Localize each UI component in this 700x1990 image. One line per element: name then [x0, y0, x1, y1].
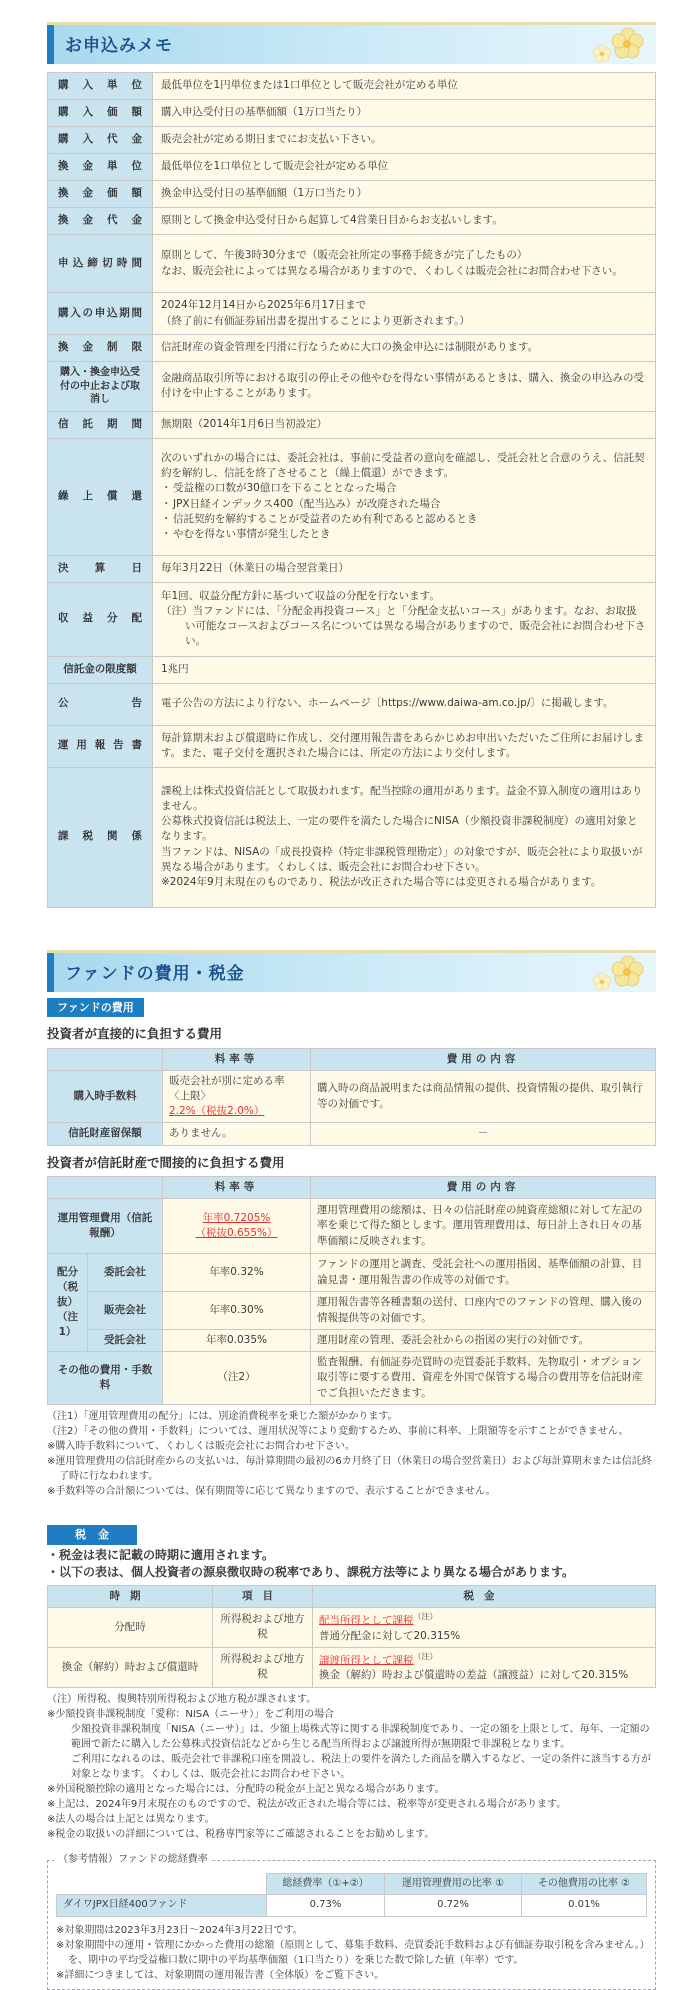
tax-item: 所得税および地方税 [213, 1647, 313, 1687]
table-row [48, 235, 656, 293]
tax-table [47, 1585, 656, 1688]
tax-notes [47, 1692, 656, 1842]
other-fee-rate: （注2） [163, 1352, 311, 1405]
retention-rate: ありません。 [163, 1123, 311, 1145]
table-row [48, 181, 656, 208]
table-row [48, 335, 656, 362]
row-value: 毎年3月22日（休業日の場合翌営業日） [153, 555, 656, 582]
row-label: 信託期間 [48, 411, 153, 438]
col-rate: 料率等 [163, 1048, 311, 1070]
tax-time: 分配時 [48, 1607, 213, 1647]
note: ※税金の取扱いの詳細については、税務専門家等にご確認されることをお勧めします。 [47, 1828, 435, 1840]
col-time: 時期 [48, 1585, 213, 1607]
row-value: 販売会社が定める期日までにお支払い下さい。 [153, 127, 656, 154]
tax-note: ※2024年9月末現在のものであり、税法が改正された場合等には変更される場合があります。 [161, 876, 602, 889]
other-fee-content: 監査報酬、有価証券売買時の売買委託手数料、先物取引・オプション取引等に要する費用、資産を外国で保管する場合の費用等を信託財産でご負担いただきます。 [311, 1352, 656, 1405]
reference-table [56, 1873, 647, 1917]
row-value: 毎計算期末および償還時に作成し、交付運用報告書をあらかじめお申出いただいたご住所にお届けします。また、電子交付を選択された場合には、所定の方法により交付します。 [153, 725, 656, 767]
redemption-list [161, 481, 647, 542]
note: （注）所得税、復興特別所得税および地方税が課されます。 [47, 1693, 317, 1705]
alloc-content: 運用報告書等各種書類の送付、口座内でのファンドの管理、購入後の情報提供等の対価です。 [311, 1292, 656, 1330]
col-tax: 税金 [313, 1585, 656, 1607]
table-row [48, 683, 656, 725]
table-row [48, 767, 656, 907]
tax-tag: 税金 [47, 1525, 137, 1545]
direct-heading: 投資者が直接的に負担する費用 [47, 1026, 223, 1042]
total-ratio: 0.73% [267, 1895, 385, 1917]
table-row [48, 1647, 656, 1687]
alloc-rate: 年率0.30% [163, 1292, 311, 1330]
memo-table [47, 72, 656, 908]
table-header-row [48, 1048, 656, 1070]
alloc-rate: 年率0.035% [163, 1330, 311, 1352]
row-label: 決算日 [48, 555, 153, 582]
row-value: 原則として、午後3時30分まで（販売会社所定の事務手続きが完了したもの） なお、販売会社によっては異なる場合がありますので、くわしくは販売会社にお問合わせ下さい。 [153, 235, 656, 293]
table-row [48, 1199, 656, 1254]
fund-name: ダイワJPX日経400ファンド [57, 1895, 267, 1917]
row-value: 最低単位を1口単位として販売会社が定める単位 [153, 154, 656, 181]
list-item: ・ やむを得ない事情が発生したとき [161, 527, 647, 542]
purchase-fee-max: 2.2%（税抜2.0%） [169, 1105, 265, 1118]
row-value: 原則として換金申込受付日から起算して4営業日目からお支払いします。 [153, 208, 656, 235]
row-label: 繰上償還 [48, 438, 153, 555]
table-row [48, 73, 656, 100]
row-label: 購入価額 [48, 100, 153, 127]
row-label: 換金単位 [48, 154, 153, 181]
note: ※少額投資非課税制度「愛称：NISA（ニーサ）」をご利用の場合 [47, 1708, 335, 1720]
col-total: 総経費率（①+②） [267, 1873, 385, 1895]
alloc-name: 販売会社 [88, 1292, 163, 1330]
col-mgmt: 運用管理費用の比率 ① [385, 1873, 522, 1895]
tax-text: 課税上は株式投資信託として取扱われます。配当控除の適用があります。益金不算入制度の適用はありません。 公募株式投資信託は税法上、一定の要件を満たした場合にNISA（少額投資非課税制度）の適用対象となります。 当ファンドは、NISAの「成長投資枠（特定非課税管理勘定）」の対象ですが、販売会社により取扱いが異なる場合があります。くわしくは、販売会社にお問合わせ下さい。 [161, 784, 643, 873]
direct-fee-table [47, 1048, 656, 1146]
table-header-row [57, 1873, 647, 1895]
retention-content: － [311, 1123, 656, 1145]
table-row [48, 362, 656, 412]
row-label: 申込締切時間 [48, 235, 153, 293]
row-value [153, 438, 656, 555]
other-ratio: 0.01% [521, 1895, 646, 1917]
other-fee-label: その他の費用・手数料 [48, 1352, 163, 1405]
row-label: 信託金の限度額 [48, 656, 153, 683]
table-row [48, 127, 656, 154]
memo-title: お申込みメモ [65, 36, 173, 56]
row-label: 換金価額 [48, 181, 153, 208]
alloc-content: ファンドの運用と調査、受託会社への運用指図、基準価額の計算、目論見書・運用報告書の作成等の対価です。 [311, 1254, 656, 1292]
alloc-content: 運用財産の管理、委託会社からの指図の実行の対価です。 [311, 1330, 656, 1352]
row-label: 公告 [48, 683, 153, 725]
table-row [48, 555, 656, 582]
note: 少額投資非課税制度「NISA（ニーサ）」は、少額上場株式等に関する非課税制度であり、一定の額を上限として、毎年、一定額の範囲で新たに購入した公募株式投資信託などから生じる配当所得および譲渡所得が無期限で非課税となります。 [71, 1723, 650, 1750]
reference-box [47, 1853, 656, 1990]
note: ※法人の場合は上記とは異なります。 [47, 1813, 215, 1825]
alloc-label: 配分（税抜）（注1） [48, 1254, 88, 1352]
table-row [48, 1123, 656, 1145]
note: ※対象期間は2023年3月23日～2024年3月22日です。 [56, 1924, 303, 1936]
indirect-heading: 投資者が信託財産で間接的に負担する費用 [47, 1154, 285, 1170]
flower-icon [588, 947, 648, 997]
table-row [48, 1352, 656, 1405]
indirect-fee-table [47, 1176, 656, 1405]
row-label: 運用報告書 [48, 725, 153, 767]
list-item: ・ 受益権の口数が30億口を下ることとなった場合 [161, 481, 647, 496]
fees-title: ファンドの費用・税金 [65, 963, 245, 984]
note: （注1）「運用管理費用の配分」には、別途消費税率を乗じた額がかかります。 [47, 1410, 398, 1422]
mgmt-ratio: 0.72% [385, 1895, 522, 1917]
table-row [48, 656, 656, 683]
note: （注2）「その他の費用・手数料」については、運用状況等により変動するため、事前に料率、上限額等を示すことができません。 [47, 1425, 629, 1437]
table-row [48, 154, 656, 181]
redemption-intro: 次のいずれかの場合には、委託会社は、事前に受益者の意向を確認し、受託会社と合意のうえ、信託契約を解約し、信託を終了させること（繰上償還）ができます。 [161, 451, 645, 480]
table-row [48, 293, 656, 335]
table-row [48, 208, 656, 235]
note: ※対象期間中の運用・管理にかかった費用の総額（原則として、募集手数料、売買委託手数料および有価証券取引税を含みません。）を、期中の平均受益権口数に期中の平均基準価額（1口当たり）を乗じた数で除した値（年率）です。 [56, 1939, 645, 1966]
table-header-row [48, 1585, 656, 1607]
list-item: ・ JPX日経インデックス400（配当込み）が改廃された場合 [161, 497, 647, 512]
table-row [48, 1330, 656, 1352]
row-value: 2024年12月14日から2025年6月17日まで （終了前に有価証券届出書を提出することにより更新されます。） [153, 293, 656, 335]
row-label: 換金代金 [48, 208, 153, 235]
note: ご利用になれるのは、販売会社で非課税口座を開設し、税法上の要件を満たした商品を購入するなど、一定の条件に該当する方が対象となります。くわしくは、販売会社にお問合わせ下さい。 [71, 1753, 651, 1780]
mgmt-fee-content: 運用管理費用の総額は、日々の信託財産の純資産総額に対して左記の率を乗じて得た額とします。運用管理費用は、毎日計上され日々の基準価額に反映されます。 [311, 1199, 656, 1254]
table-row [48, 582, 656, 656]
note: ※運用管理費用の信託財産からの支払いは、毎計算期間の最初の6カ月終了日（休業日の場合翌営業日）および毎計算期末または信託終了時に行なわれます。 [47, 1455, 652, 1482]
tax-bullet: ・税金は表に記載の時期に適用されます。 [47, 1547, 275, 1562]
col-rate: 料率等 [163, 1176, 311, 1198]
memo-section-header [47, 22, 656, 64]
row-value: 最低単位を1円単位または1口単位として販売会社が定める単位 [153, 73, 656, 100]
fee-notes [47, 1409, 656, 1499]
note: ※購入時手数料について、くわしくは販売会社にお問合わせ下さい。 [47, 1440, 355, 1452]
fees-section-header [47, 950, 656, 992]
table-row [48, 411, 656, 438]
row-label: 課税関係 [48, 767, 153, 907]
alloc-name: 受託会社 [88, 1330, 163, 1352]
table-row [48, 725, 656, 767]
table-row [48, 438, 656, 555]
row-label: 換金制限 [48, 335, 153, 362]
table-row [48, 1254, 656, 1292]
retention-label: 信託財産留保額 [48, 1123, 163, 1145]
row-value [153, 582, 656, 656]
table-row [48, 1607, 656, 1647]
table-header-row [48, 1176, 656, 1198]
purchase-fee-label: 購入時手数料 [48, 1070, 163, 1123]
alloc-name: 委託会社 [88, 1254, 163, 1292]
reference-title: （参考情報）ファンドの総経費率 [54, 1853, 212, 1868]
note: ※詳細につきましては、対象期間の運用報告書（全体版）をご覧下さい。 [56, 1969, 385, 1981]
row-value [153, 767, 656, 907]
tax-value: 配当所得として課税$^{(注)}$ 普通分配金に対して20.315% [313, 1607, 656, 1647]
note: ※手数料等の合計額については、保有期間等に応じて異なりますので、表示することができません。 [47, 1485, 496, 1497]
row-value: 信託財産の資金管理を円滑に行なうために大口の換金申込には制限があります。 [153, 335, 656, 362]
reference-notes [56, 1923, 647, 1983]
table-row [57, 1895, 647, 1917]
purchase-fee-content: 購入時の商品説明または商品情報の提供、投資情報の提供、取引執行等の対価です。 [311, 1070, 656, 1123]
row-label: 購入・換金申込受付の中止および取消し [48, 362, 153, 412]
row-value: 電子公告の方法により行ない、ホームページ〔https://www.daiwa-am.co.jp/〕に掲載します。 [153, 683, 656, 725]
row-label: 収益分配 [48, 582, 153, 656]
mgmt-fee-rate: 年率0.7205% （税抜0.655%） [163, 1199, 311, 1254]
tax-time: 換金（解約）時および償還時 [48, 1647, 213, 1687]
row-label: 購入代金 [48, 127, 153, 154]
purchase-fee-rate: 販売会社が別に定める率〈上限〉2.2%（税抜2.0%） [163, 1070, 311, 1123]
row-label: 購入単位 [48, 73, 153, 100]
col-content: 費用の内容 [311, 1176, 656, 1198]
tax-bullets [47, 1547, 656, 1582]
row-value: 購入申込受付日の基準価額（1万口当たり） [153, 100, 656, 127]
row-value: 金融商品取引所等における取引の停止その他やむを得ない事情があるときは、購入、換金の申込みの受付けを中止することがあります。 [153, 362, 656, 412]
flower-icon [588, 19, 648, 69]
alloc-rate: 年率0.32% [163, 1254, 311, 1292]
col-content: 費用の内容 [311, 1048, 656, 1070]
row-label: 購入の申込期間 [48, 293, 153, 335]
note: ※外国税額控除の適用となった場合には、分配時の税金が上記と異なる場合があります。 [47, 1783, 445, 1795]
tax-item: 所得税および地方税 [213, 1607, 313, 1647]
table-row [48, 1292, 656, 1330]
fees-tag: ファンドの費用 [47, 998, 144, 1018]
note: ※上記は、2024年9月末現在のものですので、税法が改正された場合等には、税率等が変更される場合があります。 [47, 1798, 567, 1810]
col-item: 項目 [213, 1585, 313, 1607]
tax-value: 譲渡所得として課税$^{(注)}$ 換金（解約）時および償還時の差益（譲渡益）に対して20.315% [313, 1647, 656, 1687]
tax-bullet: ・以下の表は、個人投資者の源泉徴収時の税率であり、課税方法等により異なる場合があります。 [47, 1565, 575, 1580]
row-value: 換金申込受付日の基準価額（1万口当たり） [153, 181, 656, 208]
mgmt-fee-label: 運用管理費用（信託報酬） [48, 1199, 163, 1254]
list-item: ・ 信託契約を解約することが受益者のため有利であると認めるとき [161, 512, 647, 527]
col-other: その他費用の比率 ② [521, 1873, 646, 1895]
row-value: 無期限（2014年1月6日当初設定） [153, 411, 656, 438]
distribution-text: 年1回、収益分配方針に基づいて収益の分配を行ないます。 [161, 589, 440, 602]
row-value: 1兆円 [153, 656, 656, 683]
table-row [48, 1070, 656, 1123]
distribution-note: （注）当ファンドには、「分配金再投資コース」と「分配金支払いコース」があります。なお、お取扱い可能なコースおよびコース名については異なる場合がありますので、販売会社にお問合わせ下さい。 [161, 604, 646, 648]
table-row [48, 100, 656, 127]
